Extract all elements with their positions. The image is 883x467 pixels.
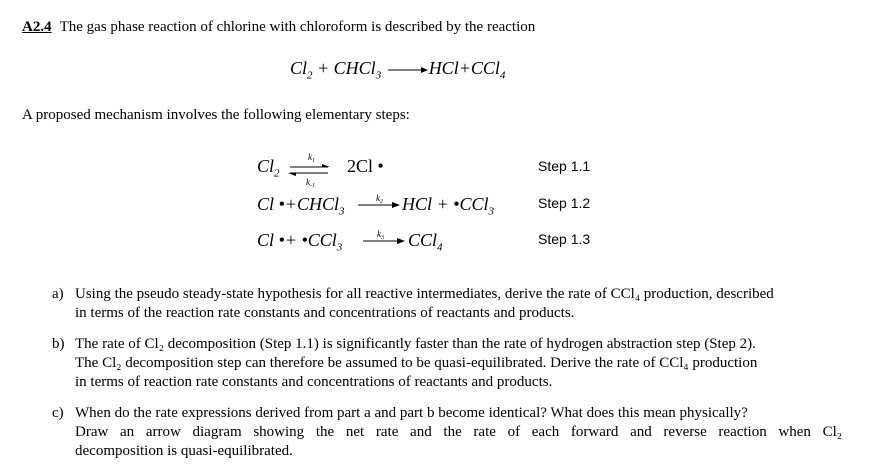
k1-label: $k_1$ xyxy=(308,152,315,164)
question-a xyxy=(52,285,842,323)
step-1-1-lhs: $Cl_2$ xyxy=(257,156,280,180)
step-1-1-label: Step 1.1 xyxy=(538,158,591,174)
k2-label: $k_2$ xyxy=(376,193,383,205)
question-c xyxy=(52,404,842,461)
step-1-1-rhs: 2Cl • xyxy=(347,156,384,176)
overall-reaction: $Cl_2$ + CHCl$_3$ HCl+CCl$_4$ xyxy=(290,58,506,82)
problem-number: A2.4 xyxy=(22,19,52,35)
product-1: HCl xyxy=(428,58,459,78)
equilibrium-arrow xyxy=(288,148,336,190)
step-1-2-rhs: HCl + •CCl$_3$ xyxy=(402,194,494,218)
mechanism-intro: A proposed mechanism involves the following elementary steps: xyxy=(22,107,410,123)
question-line: When do the rate expressions derived from part a and part b become identical? What does this mean physically? xyxy=(75,405,748,421)
reactant-1: Cl xyxy=(290,58,308,78)
question-line: in terms of reaction rate constants and concentrations of reactants and products. xyxy=(75,374,553,390)
question-line: The Cl₂ decomposition step can therefore be assumed to be quasi-equilibrated. Derive the rate of CCl₄ production xyxy=(75,355,758,371)
reaction-arrow xyxy=(388,65,428,75)
question-letter: b) xyxy=(52,336,65,352)
k-minus1-label: $k_{-1}$ xyxy=(306,177,315,189)
question-line: Using the pseudo steady-state hypothesis for all reactive intermediates, derive the rate of CCl₄ production, described xyxy=(75,286,774,302)
question-letter: c) xyxy=(52,405,64,421)
question-line: The rate of Cl₂ decomposition (Step 1.1) is significantly faster than the rate of hydrogen abstraction step (Step 2). xyxy=(75,336,756,352)
forward-arrow-k3 xyxy=(363,228,409,250)
problem-heading xyxy=(22,19,535,36)
step-1-2-lhs: Cl •+CHCl$_3$ xyxy=(257,194,345,218)
reactant-2: CHCl xyxy=(333,58,376,78)
step-1-3-label: Step 1.3 xyxy=(538,231,591,247)
problem-statement: The gas phase reaction of chlorine with chloroform is described by the reaction xyxy=(59,19,536,35)
question-line: decomposition is quasi-equilibrated. xyxy=(75,443,293,459)
question-line: in terms of the reaction rate constants and concentrations of reactants and products. xyxy=(75,305,575,321)
forward-arrow-k2 xyxy=(358,192,404,214)
product-2: CCl xyxy=(470,58,500,78)
step-1-2-label: Step 1.2 xyxy=(538,195,591,211)
question-letter: a) xyxy=(52,286,64,302)
question-line: Draw an arrow diagram showing the net rate and the rate of each forward and reverse reaction when Cl₂ xyxy=(75,424,842,440)
question-b xyxy=(52,335,842,392)
step-1-3-rhs: CCl$_4$ xyxy=(408,230,443,254)
k3-label: $k_3$ xyxy=(377,229,384,241)
step-1-3-lhs: Cl •+ •CCl$_3$ xyxy=(257,230,343,254)
